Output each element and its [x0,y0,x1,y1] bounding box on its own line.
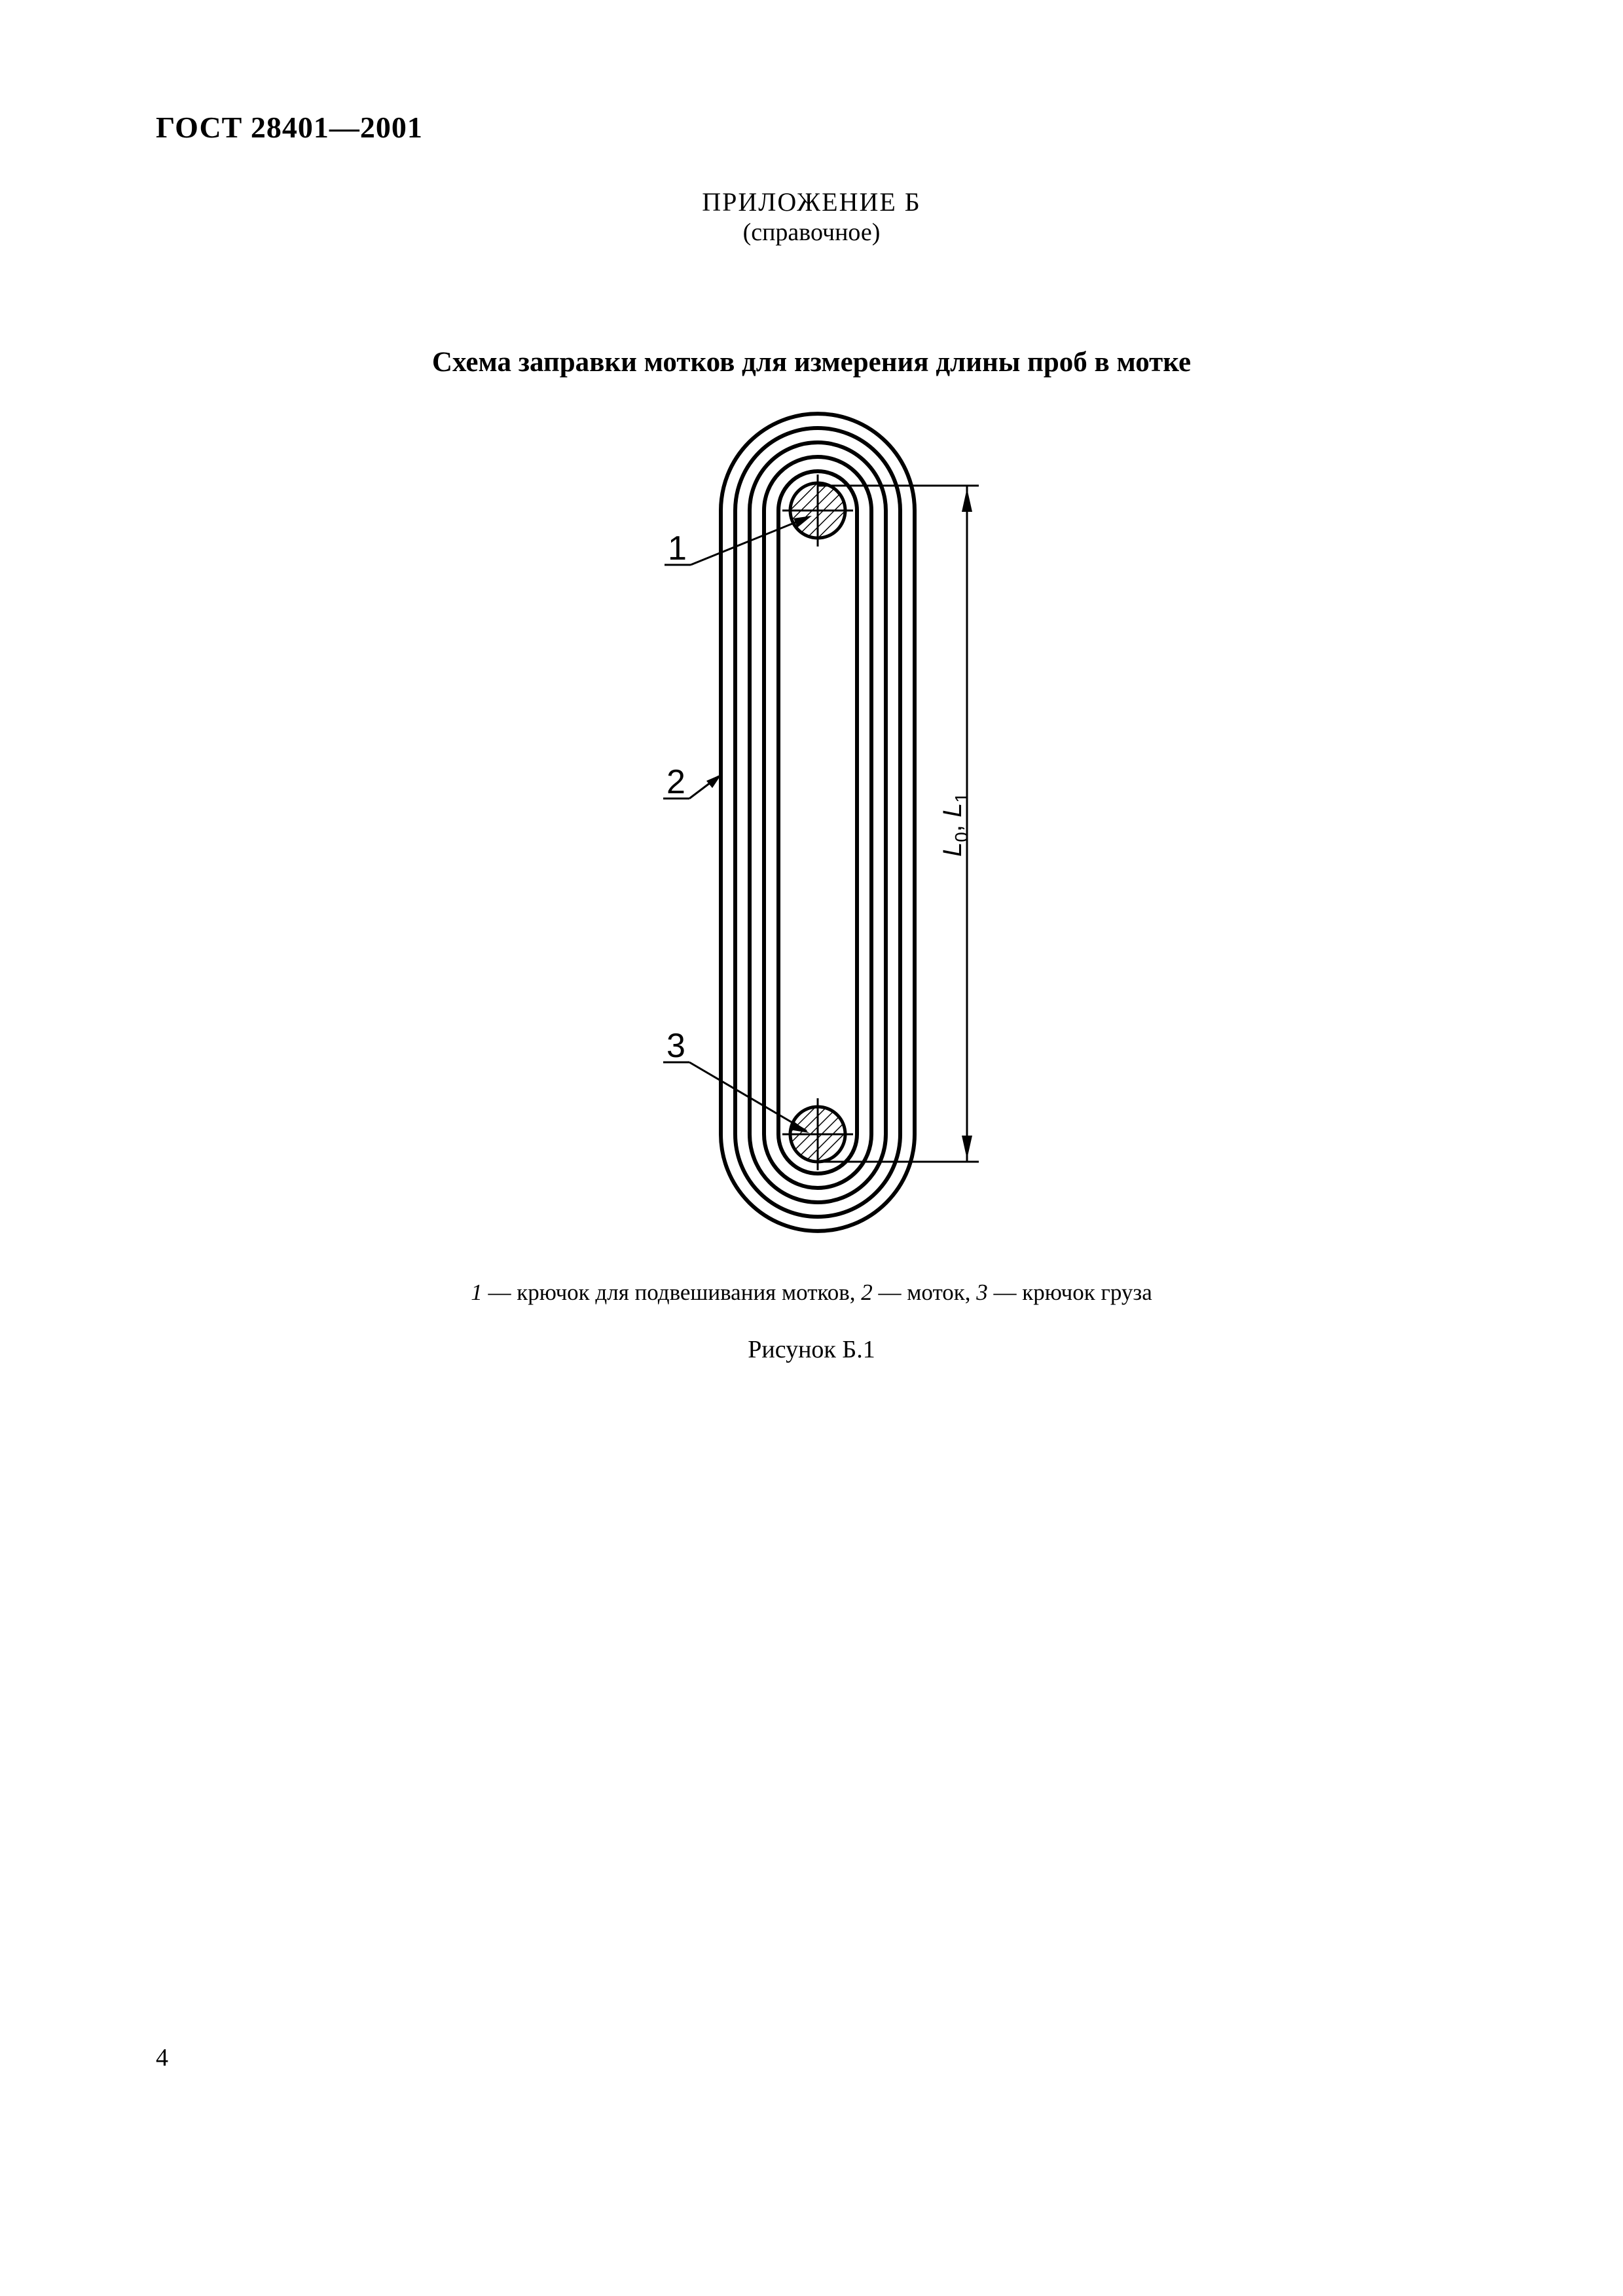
callout-label-1: 1 [668,529,687,567]
appendix-title: ПРИЛОЖЕНИЕ Б [702,187,921,217]
page-number: 4 [156,2044,168,2072]
coil-loop [750,442,886,1202]
document-header: ГОСТ 28401—2001 [156,111,423,144]
callout-label-2: 2 [666,763,685,801]
callout-1 [665,516,812,567]
section-title: Схема заправки мотков для измерения длины проб в мотке [431,347,1192,378]
appendix-subtitle: (справочное) [742,219,881,246]
callout-2 [663,763,721,801]
figure-number: Рисунок Б.1 [748,1336,875,1363]
dimension-arrow-top-icon [962,488,972,512]
bottom-hook [782,1098,853,1170]
dimension-label: $L_0$, $L_1$ [938,793,972,857]
coil-loop [778,471,857,1174]
callout-label-3: 3 [666,1027,685,1065]
dimension-arrow-bottom-icon [962,1136,972,1159]
figure-caption: 1 — крючок для подвешивания мотков, 2 — моток, 3 — крючок груза [471,1280,1152,1305]
